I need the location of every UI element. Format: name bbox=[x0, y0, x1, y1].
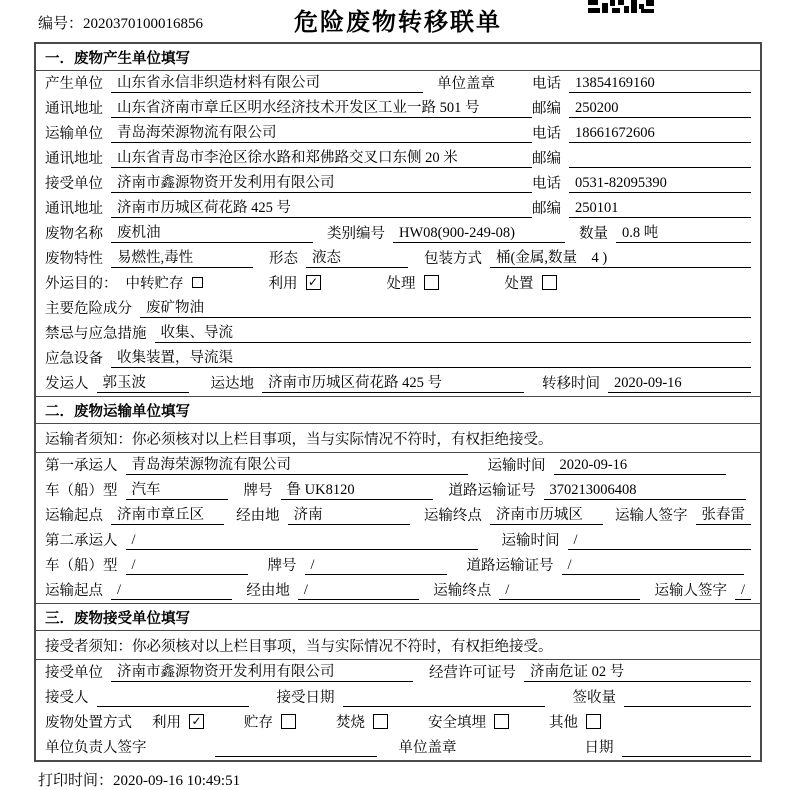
transporter-notice: 运输者须知：你必须核对以上栏目事项，当与实际情况不符时，有权拒绝接受。 bbox=[36, 424, 760, 453]
waste-form-value: 液态 bbox=[306, 246, 408, 268]
row-waste-character bbox=[36, 246, 760, 271]
waste-name-value: 废机油 bbox=[111, 221, 313, 243]
manifest-form bbox=[34, 42, 762, 762]
sign-date-value bbox=[622, 739, 752, 757]
option-utilize-label: 利用 bbox=[268, 276, 298, 292]
hazard-component-label: 主要危险成分 bbox=[45, 301, 132, 317]
route2-sign-value: / bbox=[735, 582, 751, 600]
option-disposal-landfill bbox=[428, 711, 509, 732]
waste-form-label: 形态 bbox=[269, 251, 298, 267]
transporter-phone-value: 18661672606 bbox=[569, 125, 751, 143]
option-disposal-store bbox=[244, 711, 296, 732]
route2-via-value: / bbox=[298, 582, 419, 600]
signed-qty-value bbox=[624, 689, 751, 707]
option-treat-label: 处理 bbox=[386, 276, 416, 292]
row-vehicle2 bbox=[36, 553, 760, 578]
section2-title: 二．废物运输单位填写 bbox=[36, 396, 760, 424]
print-time-label: 打印时间： bbox=[38, 773, 114, 789]
option-treat bbox=[387, 272, 439, 293]
row-first-carrier bbox=[36, 453, 760, 478]
waste-pack-value: 桶(金属,数量 4 ) bbox=[490, 246, 751, 268]
transporter-address-value: 山东省青岛市李沧区徐水路和郑佛路交叉口东侧 20 米 bbox=[111, 146, 532, 168]
waste-name-label: 废物名称 bbox=[45, 226, 103, 242]
emergency-measures-label: 禁忌与应急措施 bbox=[45, 326, 147, 342]
vehicle1-permit-value: 370213006408 bbox=[544, 482, 746, 500]
disposal-method-label: 废物处置方式 bbox=[45, 715, 132, 731]
document-number-label: 编号： bbox=[38, 16, 84, 32]
route1-end-label: 运输终点 bbox=[423, 508, 482, 524]
first-carrier-label: 第一承运人 bbox=[45, 458, 118, 474]
option-disposal-utilize bbox=[152, 711, 204, 732]
row-responsible-sign bbox=[36, 735, 760, 760]
document-number-value: 2020370100016856 bbox=[83, 16, 204, 32]
row-transporter-address bbox=[36, 146, 760, 171]
print-time-value: 2020-09-16 10:49:51 bbox=[113, 773, 241, 789]
vehicle2-permit-value: / bbox=[562, 557, 744, 575]
vehicle2-type-value: / bbox=[126, 557, 248, 575]
option-disposal-other bbox=[549, 711, 601, 732]
transport-time1-label: 运输时间 bbox=[487, 458, 546, 474]
route1-start-label: 运输起点 bbox=[45, 508, 103, 524]
receiver-notice: 接受者须知：你必须核对以上栏目事项，当与实际情况不符时，有权拒绝接受。 bbox=[36, 631, 760, 660]
vehicle1-type-label: 车（船）型 bbox=[45, 483, 118, 499]
signed-qty-label: 签收量 bbox=[572, 690, 616, 706]
transporter-address-label: 通讯地址 bbox=[45, 151, 103, 167]
emergency-measures-value: 收集、导流 bbox=[155, 321, 752, 343]
receiver-label: 接受单位 bbox=[45, 176, 103, 192]
waste-qty-label: 数量 bbox=[579, 226, 608, 242]
route1-sign-label: 运输人签字 bbox=[615, 508, 688, 524]
producer-zip-value: 250200 bbox=[569, 100, 751, 118]
option-disposal-incinerate bbox=[336, 711, 388, 732]
option-dispose bbox=[505, 272, 557, 293]
row-route1 bbox=[36, 503, 760, 528]
row-second-carrier bbox=[36, 528, 760, 553]
acceptor-value bbox=[97, 689, 249, 707]
destination-label: 运达地 bbox=[210, 376, 254, 392]
row-accept-unit bbox=[36, 660, 760, 685]
row-disposal-method bbox=[36, 710, 760, 735]
waste-character-value: 易燃性,毒性 bbox=[111, 246, 253, 268]
row-transfer-purpose bbox=[36, 271, 760, 296]
dispatcher-value: 郭玉波 bbox=[97, 371, 189, 393]
vehicle1-type-value: 汽车 bbox=[126, 478, 228, 500]
accept-unit-value: 济南市鑫源物资开发利用有限公司 bbox=[111, 660, 413, 682]
section3-title: 三．废物接受单位填写 bbox=[36, 603, 760, 631]
row-emergency-measures bbox=[36, 321, 760, 346]
checkbox-utilize: ✓ bbox=[306, 275, 321, 290]
row-receiver-address bbox=[36, 196, 760, 221]
route1-via-label: 经由地 bbox=[236, 508, 280, 524]
route1-end-value: 济南市历城区 bbox=[490, 503, 603, 525]
producer-seal-label: 单位盖章 bbox=[437, 76, 495, 92]
unit-seal-label: 单位盖章 bbox=[398, 740, 457, 756]
checkbox-disposal-other bbox=[586, 714, 601, 729]
producer-phone-label: 电话 bbox=[532, 76, 561, 92]
document-header bbox=[0, 0, 796, 38]
qr-code-icon bbox=[588, 0, 654, 13]
option-dispose-label: 处置 bbox=[504, 276, 534, 292]
producer-label: 产生单位 bbox=[45, 76, 103, 92]
vehicle1-permit-label: 道路运输证号 bbox=[448, 483, 536, 499]
route2-end-value: / bbox=[499, 582, 640, 600]
destination-value: 济南市历城区荷花路 425 号 bbox=[262, 371, 524, 393]
vehicle2-permit-label: 道路运输证号 bbox=[466, 558, 554, 574]
transporter-label: 运输单位 bbox=[45, 126, 103, 142]
hazard-component-value: 废矿物油 bbox=[140, 296, 751, 318]
route1-sign-value: 张春雷 bbox=[696, 503, 752, 525]
accept-unit-label: 接受单位 bbox=[45, 665, 103, 681]
receiver-phone-label: 电话 bbox=[532, 176, 561, 192]
row-transporter bbox=[36, 121, 760, 146]
waste-character-label: 废物特性 bbox=[45, 251, 103, 267]
transport-time2-value: / bbox=[568, 532, 752, 550]
vehicle2-plate-value: / bbox=[305, 557, 447, 575]
second-carrier-value: / bbox=[126, 532, 478, 550]
vehicle1-plate-label: 牌号 bbox=[243, 483, 273, 499]
route2-start-label: 运输起点 bbox=[45, 583, 103, 599]
transfer-time-value: 2020-09-16 bbox=[608, 375, 751, 393]
option-disposal-store-label: 贮存 bbox=[244, 715, 273, 731]
option-disposal-incinerate-label: 焚烧 bbox=[336, 715, 365, 731]
option-transfer-storage bbox=[126, 272, 203, 293]
acceptor-label: 接受人 bbox=[45, 690, 89, 706]
dispatcher-label: 发运人 bbox=[45, 376, 89, 392]
print-time bbox=[0, 762, 796, 790]
producer-address-label: 通讯地址 bbox=[45, 101, 103, 117]
receiver-address-label: 通讯地址 bbox=[45, 201, 103, 217]
option-utilize bbox=[269, 272, 321, 293]
producer-value: 山东省永信非织造材料有限公司 bbox=[111, 71, 423, 93]
transfer-time-label: 转移时间 bbox=[542, 376, 600, 392]
row-waste-name bbox=[36, 221, 760, 246]
emergency-equipment-value: 收集装置，导流渠 bbox=[111, 346, 751, 368]
option-disposal-other-label: 其他 bbox=[549, 715, 578, 731]
route1-via-value: 济南 bbox=[288, 503, 410, 525]
row-emergency-equipment bbox=[36, 346, 760, 371]
transport-time2-label: 运输时间 bbox=[501, 533, 560, 549]
checkbox-disposal-store bbox=[281, 714, 296, 729]
page-title: 危险废物转移联单 bbox=[294, 9, 502, 36]
producer-address-value: 山东省济南市章丘区明水经济技术开发区工业一路 501 号 bbox=[111, 96, 532, 118]
waste-code-label: 类别编号 bbox=[327, 226, 385, 242]
row-receiver bbox=[36, 171, 760, 196]
route2-end-label: 运输终点 bbox=[433, 583, 492, 599]
transporter-zip-label: 邮编 bbox=[532, 151, 561, 167]
responsible-sign-value bbox=[215, 739, 377, 757]
vehicle1-plate-value: 鲁 UK8120 bbox=[281, 478, 433, 500]
checkbox-treat bbox=[424, 275, 439, 290]
row-producer-address bbox=[36, 96, 760, 121]
vehicle2-type-label: 车（船）型 bbox=[45, 558, 118, 574]
receiver-zip-label: 邮编 bbox=[532, 201, 561, 217]
row-route2 bbox=[36, 578, 760, 603]
waste-code-value: HW08(900-249-08) bbox=[393, 225, 565, 243]
waste-pack-label: 包装方式 bbox=[424, 251, 482, 267]
row-acceptor bbox=[36, 685, 760, 710]
emergency-equipment-label: 应急设备 bbox=[45, 351, 103, 367]
transporter-value: 青岛海荣源物流有限公司 bbox=[111, 121, 532, 143]
receiver-value: 济南市鑫源物资开发利用有限公司 bbox=[111, 171, 532, 193]
producer-phone-value: 13854169160 bbox=[569, 75, 751, 93]
waste-qty-value: 0.8 吨 bbox=[616, 221, 751, 243]
option-transfer-storage-label: 中转贮存 bbox=[125, 276, 184, 292]
receiver-address-value: 济南市历城区荷花路 425 号 bbox=[111, 196, 532, 218]
producer-zip-label: 邮编 bbox=[532, 101, 561, 117]
second-carrier-label: 第二承运人 bbox=[45, 533, 118, 549]
transporter-phone-label: 电话 bbox=[532, 126, 561, 142]
receiver-phone-value: 0531-82095390 bbox=[569, 175, 751, 193]
vehicle2-plate-label: 牌号 bbox=[267, 558, 297, 574]
first-carrier-value: 青岛海荣源物流有限公司 bbox=[126, 453, 468, 475]
option-disposal-utilize-label: 利用 bbox=[152, 715, 181, 731]
receiver-zip-value: 250101 bbox=[569, 200, 751, 218]
option-disposal-landfill-label: 安全填埋 bbox=[428, 715, 486, 731]
row-vehicle1 bbox=[36, 478, 760, 503]
checkbox-disposal-incinerate bbox=[373, 714, 388, 729]
route2-sign-label: 运输人签字 bbox=[654, 583, 727, 599]
license-label: 经营许可证号 bbox=[429, 665, 516, 681]
route2-via-label: 经由地 bbox=[246, 583, 290, 599]
row-dispatcher bbox=[36, 371, 760, 396]
route1-start-value: 济南市章丘区 bbox=[111, 503, 224, 525]
accept-date-value bbox=[343, 689, 545, 707]
checkbox-transfer-storage bbox=[192, 277, 203, 288]
checkbox-dispose bbox=[542, 275, 557, 290]
row-producer bbox=[36, 71, 760, 96]
route2-start-value: / bbox=[111, 582, 232, 600]
transport-time1-value: 2020-09-16 bbox=[554, 457, 726, 475]
sign-date-label: 日期 bbox=[584, 740, 614, 756]
transfer-purpose-label: 外运目的： bbox=[45, 276, 118, 292]
checkbox-disposal-landfill bbox=[494, 714, 509, 729]
responsible-sign-label: 单位负责人签字 bbox=[45, 740, 147, 756]
checkbox-disposal-utilize: ✓ bbox=[189, 714, 204, 729]
section1-title: 一．废物产生单位填写 bbox=[36, 44, 760, 71]
license-value: 济南危证 02 号 bbox=[524, 660, 751, 682]
accept-date-label: 接受日期 bbox=[276, 690, 335, 706]
transporter-zip-value bbox=[569, 150, 751, 168]
row-hazard-component bbox=[36, 296, 760, 321]
